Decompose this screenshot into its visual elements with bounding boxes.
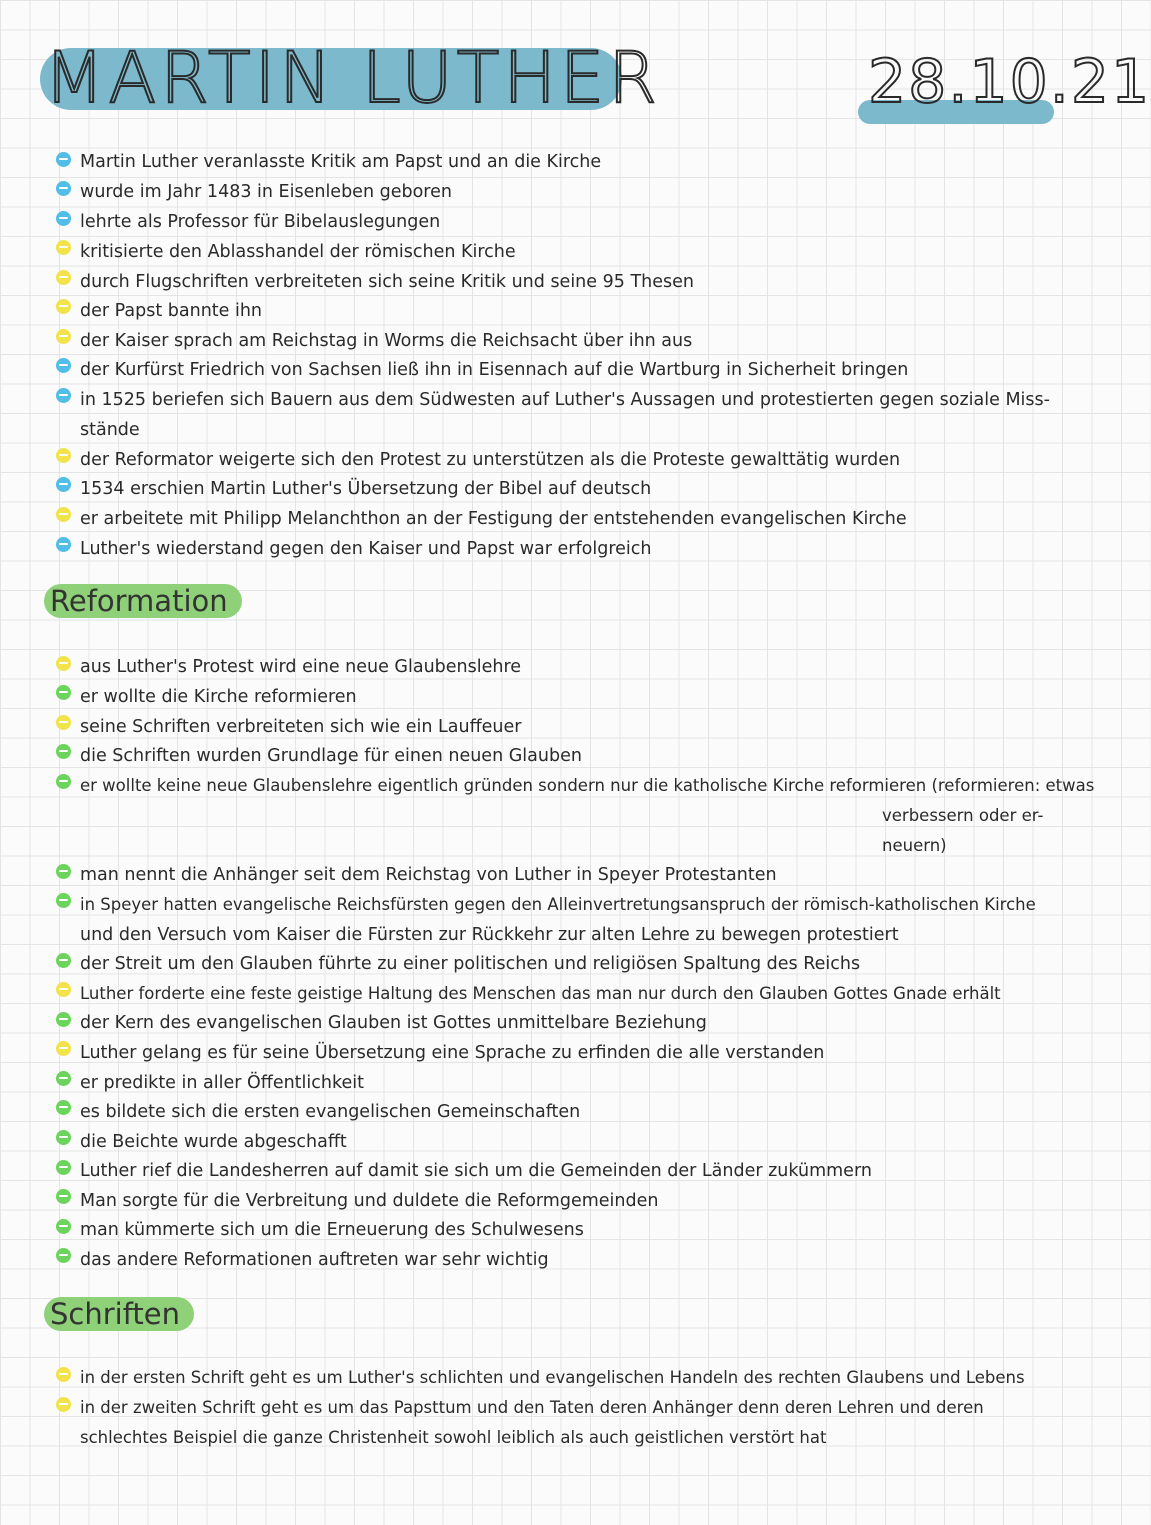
bullet-icon — [56, 507, 71, 522]
list-item: Martin Luther veranlasste Kritik am Papst und an die Kirche — [80, 152, 602, 172]
list-item: man nennt die Anhänger seit dem Reichstag von Luther in Speyer Protestanten — [80, 865, 777, 885]
list-item: Luther's wiederstand gegen den Kaiser und Papst war erfolgreich — [80, 539, 652, 559]
list-item: lehrte als Professor für Bibelauslegungen — [80, 212, 441, 232]
bullet-icon — [56, 893, 71, 908]
list-item: wurde im Jahr 1483 in Eisenleben geboren — [80, 182, 452, 202]
list-item: der Kern des evangelischen Glauben ist Gottes unmittelbare Beziehung — [80, 1013, 707, 1033]
section-heading-schriften: Schriften — [44, 1297, 194, 1331]
list-item: die Beichte wurde abgeschafft — [80, 1132, 347, 1152]
bullet-icon — [56, 685, 71, 700]
bullet-icon — [56, 715, 71, 730]
bullet-icon — [56, 1397, 71, 1412]
bullet-icon — [56, 1248, 71, 1263]
list-item: der Kaiser sprach am Reichstag in Worms die Reichsacht über ihn aus — [80, 331, 693, 351]
bullet-icon — [56, 477, 71, 492]
list-item: Luther rief die Landesherren auf damit sie sich um die Gemeinden der Länder zukümmern — [80, 1161, 872, 1181]
list-item: in Speyer hatten evangelische Reichsfürsten gegen den Alleinvertretungsanspruch der römisch-katholischen Kirche — [80, 895, 1036, 914]
bullet-icon — [56, 1012, 71, 1027]
bullet-icon — [56, 1041, 71, 1056]
list-item: er wollte keine neue Glaubenslehre eigentlich gründen sondern nur die katholische Kirche reformieren (reformieren: etwas — [80, 776, 1095, 795]
bullet-icon — [56, 774, 71, 789]
list-item: durch Flugschriften verbreiteten sich seine Kritik und seine 95 Thesen — [80, 272, 694, 292]
bullet-icon — [56, 211, 71, 226]
list-item: Luther forderte eine feste geistige Haltung des Menschen das man nur durch den Glauben Gottes Gnade erhält — [80, 984, 1001, 1003]
list-item: die Schriften wurden Grundlage für einen neuen Glauben — [80, 746, 582, 766]
bullet-icon — [56, 240, 71, 255]
list-item: kritisierte den Ablasshandel der römischen Kirche — [80, 242, 516, 262]
bullet-icon — [56, 181, 71, 196]
bullet-icon — [56, 656, 71, 671]
bullet-icon — [56, 448, 71, 463]
bullet-icon — [56, 982, 71, 997]
page-date: 28.10.21 — [868, 47, 1151, 117]
list-item-continuation: und den Versuch vom Kaiser die Fürsten zur Rückkehr zur alten Lehre zu bewegen protestiert — [80, 925, 899, 945]
list-item: das andere Reformationen auftreten war sehr wichtig — [80, 1250, 549, 1270]
list-item: er predikte in aller Öffentlichkeit — [80, 1073, 364, 1093]
list-item: seine Schriften verbreiteten sich wie ein Lauffeuer — [80, 717, 522, 737]
list-item: der Streit um den Glauben führte zu einer politischen und religiösen Spaltung des Reichs — [80, 954, 861, 974]
list-item: der Papst bannte ihn — [80, 301, 263, 321]
bullet-icon — [56, 270, 71, 285]
list-item: der Kurfürst Friedrich von Sachsen ließ ihn in Eisennach auf die Wartburg in Sicherheit bringen — [80, 360, 909, 380]
page-title: MARTIN LUTHER — [44, 37, 661, 119]
bullet-icon — [56, 864, 71, 879]
list-item-continuation: schlechtes Beispiel die ganze Christenheit sowohl leiblich als auch geistlichen verstört hat — [80, 1428, 827, 1447]
bullet-icon — [56, 1071, 71, 1086]
list-item: Man sorgte für die Verbreitung und duldete die Reformgemeinden — [80, 1191, 659, 1211]
bullet-icon — [56, 1100, 71, 1115]
list-item: der Reformator weigerte sich den Protest zu unterstützen als die Proteste gewalttätig wurden — [80, 450, 901, 470]
bullet-icon — [56, 1219, 71, 1234]
list-item-continuation: neuern) — [882, 836, 947, 855]
section-heading-reformation: Reformation — [44, 584, 242, 618]
bullet-icon — [56, 537, 71, 552]
list-item: 1534 erschien Martin Luther's Übersetzung der Bibel auf deutsch — [80, 479, 652, 499]
list-item: in der ersten Schrift geht es um Luther's schlichten und evangelischen Handeln des rechten Glaubens und Lebens — [80, 1368, 1025, 1387]
list-item: aus Luther's Protest wird eine neue Glaubenslehre — [80, 657, 522, 677]
bullet-icon — [56, 953, 71, 968]
bullet-icon — [56, 329, 71, 344]
list-item: in der zweiten Schrift geht es um das Papsttum und den Taten deren Anhänger denn deren Lehren und deren — [80, 1398, 984, 1417]
bullet-icon — [56, 299, 71, 314]
list-item: Luther gelang es für seine Übersetzung eine Sprache zu erfinden die alle verstanden — [80, 1043, 825, 1063]
list-item: er arbeitete mit Philipp Melanchthon an der Festigung der entstehenden evangelischen Kirche — [80, 509, 907, 529]
bullet-icon — [56, 1189, 71, 1204]
bullet-icon — [56, 744, 71, 759]
list-item: man kümmerte sich um die Erneuerung des Schulwesens — [80, 1220, 584, 1240]
bullet-icon — [56, 1130, 71, 1145]
bullet-icon — [56, 1367, 71, 1382]
bullet-icon — [56, 1160, 71, 1175]
list-item: er wollte die Kirche reformieren — [80, 687, 357, 707]
list-item-continuation: verbessern oder er- — [882, 806, 1044, 825]
list-item: es bildete sich die ersten evangelischen Gemeinschaften — [80, 1102, 581, 1122]
bullet-icon — [56, 358, 71, 373]
list-item: in 1525 beriefen sich Bauern aus dem Südwesten auf Luther's Aussagen und protestierten gegen soziale Miss- — [80, 390, 1050, 410]
bullet-icon — [56, 152, 71, 167]
list-item-continuation: stände — [80, 420, 140, 440]
bullet-icon — [56, 388, 71, 403]
